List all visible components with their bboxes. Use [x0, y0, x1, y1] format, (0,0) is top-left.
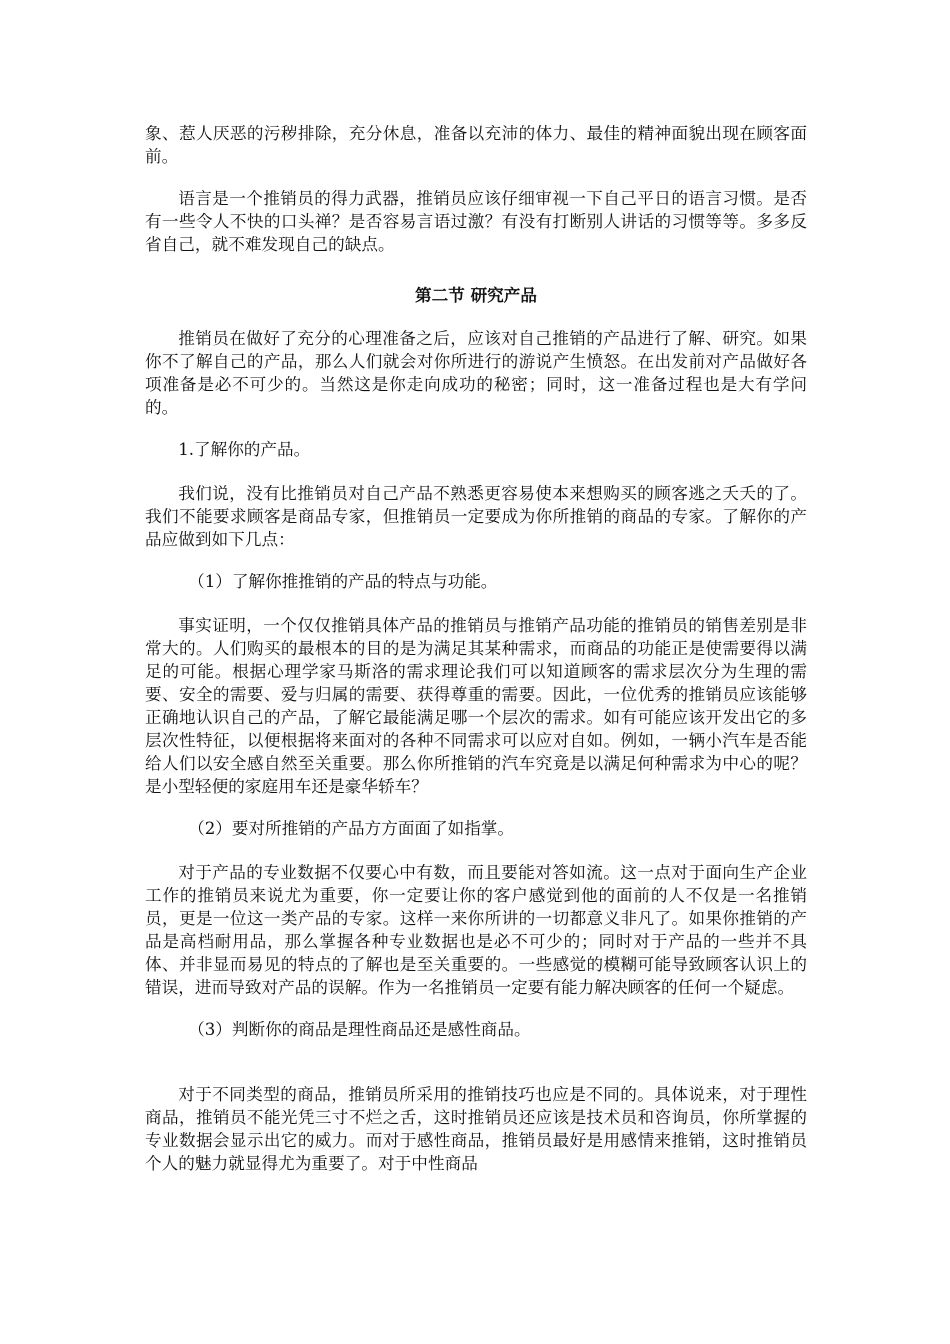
spacer: [145, 1062, 807, 1083]
subitem-3-paragraph: 对于不同类型的商品，推销员所采用的推销技巧也应是不同的。具体说来，对于理性商品，推销员不能光凭三寸不烂之舌，这时推销员还应该是技术员和咨询员，你所掌握的专业数据会显示出它的威力。而对于感性商品，推销员最好是用感情来推销，这时推销员个人的魅力就显得尤为重要了。对于中性商品: [145, 1085, 807, 1173]
item-1-paragraph: 我们说，没有比推销员对自己产品不熟悉更容易使本来想购买的顾客逃之夭夭的了。我们不能要求顾客是商品专家，但推销员一定要成为你所推销的商品的专家。了解你的产品应做到如下几点：: [145, 484, 807, 549]
paragraph-continuation: 象、惹人厌恶的污秽排除，充分休息，准备以充沛的体力、最佳的精神面貌出现在顾客面前。: [145, 124, 807, 166]
subitem-1-paragraph: 事实证明，一个仅仅推销具体产品的推销员与推销产品功能的推销员的销售差别是非常大的。人们购买的最根本的目的是为满足其某种需求，而商品的功能正是使需要得以满足的可能。根据心理学家马斯洛的需求理论我们可以知道顾客的需求层次分为生理的需要、安全的需要、爱与归属的需要、获得尊重的需要。因此，一位优秀的推销员应该能够正确地认识自己的产品，了解它最能满足哪一个层次的需求。如有可能应该开发出它的多层次性特征，以便根据将来面对的各种不同需求可以应对自如。例如，一辆小汽车是否能给人们以安全感自然至关重要。那么你所推销的汽车究竟是以满足何种需求为中心的呢？是小型轻便的家庭用车还是豪华轿车？: [145, 616, 807, 796]
subitem-1-heading: （1）了解你推推销的产品的特点与功能。: [188, 572, 498, 591]
paragraph-intro: 推销员在做好了充分的心理准备之后，应该对自己推销的产品进行了解、研究。如果你不了解自己的产品，那么人们就会对你所进行的游说产生愤怒。在出发前对产品做好各项准备是必不可少的。当然这是你走向成功的秘密；同时，这一准备过程也是大有学问的。: [145, 329, 807, 417]
subitem-3-heading: （3）判断你的商品是理性商品还是感性商品。: [188, 1020, 531, 1039]
section-heading: 第二节 研究产品: [415, 285, 537, 305]
subitem-2-heading: （2）要对所推销的产品方方面面了如指掌。: [188, 819, 514, 838]
document-body: [145, 122, 807, 1194]
paragraph-language: 语言是一个推销员的得力武器，推销员应该仔细审视一下自己平日的语言习惯。是否有一些令人不快的口头禅？是否容易言语过激？有没有打断别人讲话的习惯等等。多多反省自己，就不难发现自己的缺点。: [145, 189, 807, 254]
subitem-2-paragraph: 对于产品的专业数据不仅要心中有数，而且要能对答如流。这一点对于面向生产企业工作的推销员来说尤为重要，你一定要让你的客户感觉到他的面前的人不仅是一名推销员，更是一位这一类产品的专家。这样一来你所讲的一切都意义非凡了。如果你推销的产品是高档耐用品，那么掌握各种专业数据也是必不可少的；同时对于产品的一些并不具体、并非显而易见的特点的了解也是至关重要的。一些感觉的模糊可能导致顾客认识上的错误，进而导致对产品的误解。作为一名推销员一定要有能力解决顾客的任何一个疑虑。: [145, 863, 807, 997]
item-1-heading: 1.了解你的产品。: [178, 440, 311, 459]
